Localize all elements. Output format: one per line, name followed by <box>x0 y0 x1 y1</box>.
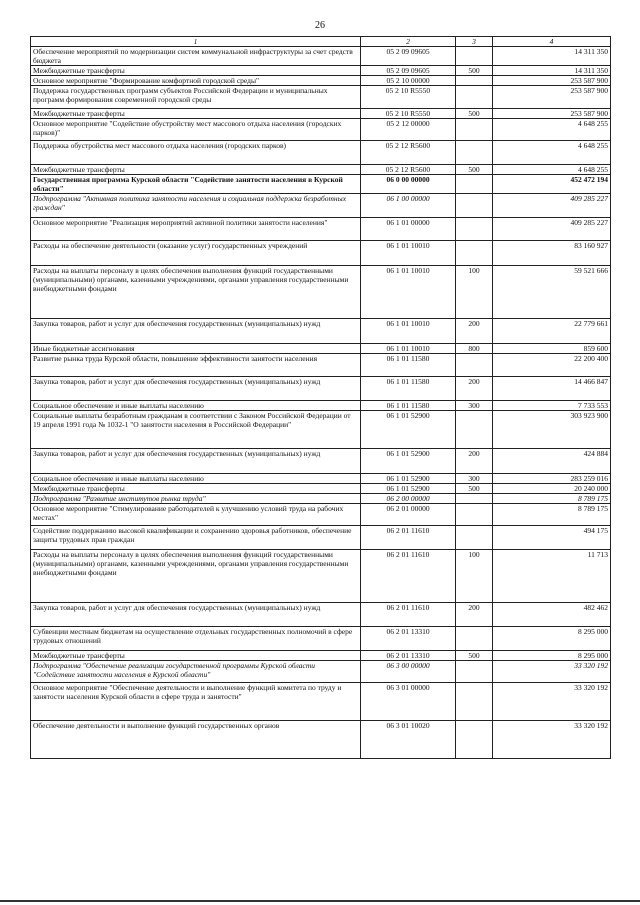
row-amount-cell: 33 320 192 <box>493 721 611 759</box>
table-row <box>31 86 611 109</box>
row-amount-cell: 83 160 927 <box>493 241 611 266</box>
table-row <box>31 504 611 526</box>
row-name-cell: Обеспечение мероприятий по модернизации систем коммунальной инфраструктуры за счет средств бюджета <box>31 47 361 66</box>
row-type-cell: 800 <box>456 344 493 354</box>
row-code-cell: 06 3 00 00000 <box>361 661 456 683</box>
row-name-cell: Основное мероприятие "Обеспечение деятельности и выполнение функций комитета по труду и занятости населения Курской области в сфере труда и занятости" <box>31 683 361 721</box>
row-amount-cell: 59 521 666 <box>493 266 611 319</box>
row-code-cell: 06 1 01 10010 <box>361 241 456 266</box>
table-row <box>31 526 611 550</box>
table-row <box>31 76 611 86</box>
row-amount-cell: 20 240 000 <box>493 484 611 494</box>
row-amount-cell: 8 789 175 <box>493 494 611 504</box>
table-row <box>31 354 611 377</box>
row-code-cell: 06 3 01 10020 <box>361 721 456 759</box>
row-type-cell <box>456 141 493 165</box>
row-type-cell <box>456 175 493 194</box>
column-header-code: 2 <box>361 37 456 47</box>
row-type-cell <box>456 411 493 449</box>
row-code-cell: 06 1 01 52900 <box>361 411 456 449</box>
row-code-cell: 05 2 12 R5600 <box>361 165 456 175</box>
row-amount-cell: 409 285 227 <box>493 194 611 218</box>
row-name-cell: Межбюджетные трансферты <box>31 109 361 119</box>
row-type-cell <box>456 194 493 218</box>
row-name-cell: Расходы на обеспечение деятельности (оказание услуг) государственных учреждений <box>31 241 361 266</box>
table-row <box>31 550 611 603</box>
table-row <box>31 627 611 651</box>
table-row <box>31 165 611 175</box>
row-code-cell: 06 1 01 11580 <box>361 354 456 377</box>
row-type-cell: 300 <box>456 401 493 411</box>
row-name-cell: Межбюджетные трансферты <box>31 651 361 661</box>
row-code-cell: 06 1 01 52900 <box>361 484 456 494</box>
row-amount-cell: 33 320 192 <box>493 683 611 721</box>
table-row <box>31 494 611 504</box>
row-amount-cell: 8 295 000 <box>493 651 611 661</box>
row-type-cell <box>456 47 493 66</box>
row-code-cell: 06 2 01 00000 <box>361 504 456 526</box>
table-row <box>31 603 611 627</box>
row-type-cell <box>456 241 493 266</box>
row-code-cell: 05 2 10 R5550 <box>361 109 456 119</box>
table-row <box>31 344 611 354</box>
row-amount-cell: 303 923 900 <box>493 411 611 449</box>
page-number: 26 <box>315 20 325 31</box>
row-name-cell: Содействие поддержанию высокой квалификации и сохранению здоровья работников, обеспечение защиты трудовых прав граждан <box>31 526 361 550</box>
row-name-cell: Подпрограмма "Обеспечение реализации государственной программы Курской области "Содействие занятости населения в Курской области" <box>31 661 361 683</box>
row-name-cell: Поддержка государственных программ субъектов Российской Федерации и муниципальных программ формирования современной городской среды <box>31 86 361 109</box>
row-code-cell: 06 1 01 00000 <box>361 218 456 241</box>
table-row <box>31 484 611 494</box>
row-name-cell: Поддержка обустройства мест массового отдыха населения (городских парков) <box>31 141 361 165</box>
row-type-cell <box>456 526 493 550</box>
row-name-cell: Закупка товаров, работ и услуг для обеспечения государственных (муниципальных) нужд <box>31 377 361 401</box>
row-name-cell: Межбюджетные трансферты <box>31 66 361 76</box>
table-header-row <box>31 37 611 47</box>
table-row <box>31 401 611 411</box>
table-row <box>31 319 611 344</box>
row-amount-cell: 8 295 000 <box>493 627 611 651</box>
row-amount-cell: 253 587 900 <box>493 76 611 86</box>
row-code-cell: 06 1 01 10010 <box>361 266 456 319</box>
row-amount-cell: 14 466 847 <box>493 377 611 401</box>
row-name-cell: Субвенции местным бюджетам на осуществление отдельных государственных полномочий в сфере трудовых отношений <box>31 627 361 651</box>
row-code-cell: 06 2 00 00000 <box>361 494 456 504</box>
row-code-cell: 06 2 01 13310 <box>361 627 456 651</box>
row-amount-cell: 482 462 <box>493 603 611 627</box>
row-amount-cell: 452 472 194 <box>493 175 611 194</box>
row-amount-cell: 424 884 <box>493 449 611 474</box>
row-code-cell: 05 2 10 R5550 <box>361 86 456 109</box>
row-code-cell: 06 1 01 10010 <box>361 344 456 354</box>
row-name-cell: Основное мероприятие "Формирование комфортной городской среды" <box>31 76 361 86</box>
row-amount-cell: 11 713 <box>493 550 611 603</box>
row-name-cell: Государственная программа Курской области "Содействие занятости населения в Курской области" <box>31 175 361 194</box>
table-row <box>31 66 611 76</box>
row-name-cell: Межбюджетные трансферты <box>31 165 361 175</box>
table-row <box>31 377 611 401</box>
row-name-cell: Подпрограмма "Развитие институтов рынка труда" <box>31 494 361 504</box>
row-amount-cell: 14 311 350 <box>493 47 611 66</box>
row-type-cell: 500 <box>456 651 493 661</box>
table-row <box>31 266 611 319</box>
row-type-cell <box>456 119 493 141</box>
row-name-cell: Закупка товаров, работ и услуг для обеспечения государственных (муниципальных) нужд <box>31 319 361 344</box>
row-type-cell <box>456 218 493 241</box>
row-type-cell <box>456 494 493 504</box>
table-row <box>31 109 611 119</box>
row-code-cell: 06 1 01 11580 <box>361 401 456 411</box>
row-code-cell: 06 1 01 52900 <box>361 449 456 474</box>
table-row <box>31 175 611 194</box>
row-code-cell: 06 1 00 00000 <box>361 194 456 218</box>
row-code-cell: 06 2 01 11610 <box>361 603 456 627</box>
row-type-cell: 500 <box>456 484 493 494</box>
row-type-cell: 200 <box>456 319 493 344</box>
table-row <box>31 119 611 141</box>
table-row <box>31 241 611 266</box>
row-code-cell: 06 2 01 13310 <box>361 651 456 661</box>
row-type-cell <box>456 683 493 721</box>
table-row <box>31 47 611 66</box>
row-code-cell: 06 1 01 11580 <box>361 377 456 401</box>
table-row <box>31 194 611 218</box>
row-amount-cell: 14 311 350 <box>493 66 611 76</box>
table-row <box>31 141 611 165</box>
row-name-cell: Расходы на выплаты персоналу в целях обеспечения выполнения функций государственными (муниципальными) органами, казенными учреждениями, органами управления государственными внебюджетными фондами <box>31 266 361 319</box>
row-code-cell: 06 3 01 00000 <box>361 683 456 721</box>
row-type-cell <box>456 627 493 651</box>
row-name-cell: Расходы на выплаты персоналу в целях обеспечения выполнения функций государственными (муниципальными) органами, казенными учреждениями, органами управления государственными внебюджетными фондами <box>31 550 361 603</box>
row-amount-cell: 33 320 192 <box>493 661 611 683</box>
row-amount-cell: 7 733 553 <box>493 401 611 411</box>
row-amount-cell: 4 648 255 <box>493 165 611 175</box>
row-name-cell: Обеспечение деятельности и выполнение функций государственных органов <box>31 721 361 759</box>
row-type-cell: 500 <box>456 109 493 119</box>
row-amount-cell: 22 200 400 <box>493 354 611 377</box>
table-row <box>31 661 611 683</box>
row-name-cell: Иные бюджетные ассигнования <box>31 344 361 354</box>
row-name-cell: Социальное обеспечение и иные выплаты населению <box>31 474 361 484</box>
row-name-cell: Развитие рынка труда Курской области, повышение эффективности занятости населения <box>31 354 361 377</box>
row-amount-cell: 22 779 661 <box>493 319 611 344</box>
row-name-cell: Социальное обеспечение и иные выплаты населению <box>31 401 361 411</box>
bottom-border-line <box>0 900 640 902</box>
row-code-cell: 06 2 01 11610 <box>361 526 456 550</box>
row-name-cell: Основное мероприятие "Реализация мероприятий активной политики занятости населения" <box>31 218 361 241</box>
table-row <box>31 651 611 661</box>
row-name-cell: Социальные выплаты безработным гражданам в соответствии с Законом Российской Федерации от 19 апреля 1991 года № 1032-1 "О занятости населения в Российской Федерации" <box>31 411 361 449</box>
row-name-cell: Основное мероприятие "Содействие обустройству мест массового отдыха населения (городских парков)" <box>31 119 361 141</box>
row-type-cell <box>456 721 493 759</box>
row-type-cell: 100 <box>456 550 493 603</box>
row-code-cell: 06 2 01 11610 <box>361 550 456 603</box>
row-type-cell <box>456 76 493 86</box>
row-name-cell: Закупка товаров, работ и услуг для обеспечения государственных (муниципальных) нужд <box>31 449 361 474</box>
row-amount-cell: 8 789 175 <box>493 504 611 526</box>
row-amount-cell: 253 587 900 <box>493 109 611 119</box>
budget-table <box>30 36 611 759</box>
row-name-cell: Основное мероприятие "Стимулирование работодателей к улучшению условий труда на рабочих местах" <box>31 504 361 526</box>
row-amount-cell: 283 259 016 <box>493 474 611 484</box>
column-header-amount: 4 <box>493 37 611 47</box>
table-row <box>31 721 611 759</box>
table-row <box>31 449 611 474</box>
row-name-cell: Закупка товаров, работ и услуг для обеспечения государственных (муниципальных) нужд <box>31 603 361 627</box>
row-amount-cell: 4 648 255 <box>493 141 611 165</box>
row-type-cell: 200 <box>456 449 493 474</box>
row-type-cell: 300 <box>456 474 493 484</box>
row-type-cell: 500 <box>456 66 493 76</box>
row-code-cell: 06 1 01 10010 <box>361 319 456 344</box>
column-header-type: 3 <box>456 37 493 47</box>
row-type-cell <box>456 354 493 377</box>
row-code-cell: 05 2 09 09605 <box>361 66 456 76</box>
table-row <box>31 683 611 721</box>
row-name-cell: Межбюджетные трансферты <box>31 484 361 494</box>
row-name-cell: Подпрограмма "Активная политика занятости населения и социальная поддержка безработных граждан" <box>31 194 361 218</box>
row-code-cell: 05 2 12 00000 <box>361 119 456 141</box>
row-type-cell <box>456 86 493 109</box>
row-type-cell <box>456 661 493 683</box>
row-amount-cell: 409 285 227 <box>493 218 611 241</box>
table-row <box>31 474 611 484</box>
table-row <box>31 411 611 449</box>
table-row <box>31 218 611 241</box>
row-amount-cell: 859 600 <box>493 344 611 354</box>
row-amount-cell: 494 175 <box>493 526 611 550</box>
row-type-cell: 100 <box>456 266 493 319</box>
row-type-cell: 200 <box>456 603 493 627</box>
row-code-cell: 05 2 12 R5600 <box>361 141 456 165</box>
column-header-name: 1 <box>31 37 361 47</box>
row-code-cell: 06 1 01 52900 <box>361 474 456 484</box>
row-code-cell: 05 2 10 00000 <box>361 76 456 86</box>
row-type-cell: 500 <box>456 165 493 175</box>
row-type-cell: 200 <box>456 377 493 401</box>
row-code-cell: 05 2 09 09605 <box>361 47 456 66</box>
row-code-cell: 06 0 00 00000 <box>361 175 456 194</box>
row-amount-cell: 253 587 900 <box>493 86 611 109</box>
row-amount-cell: 4 648 255 <box>493 119 611 141</box>
row-type-cell <box>456 504 493 526</box>
